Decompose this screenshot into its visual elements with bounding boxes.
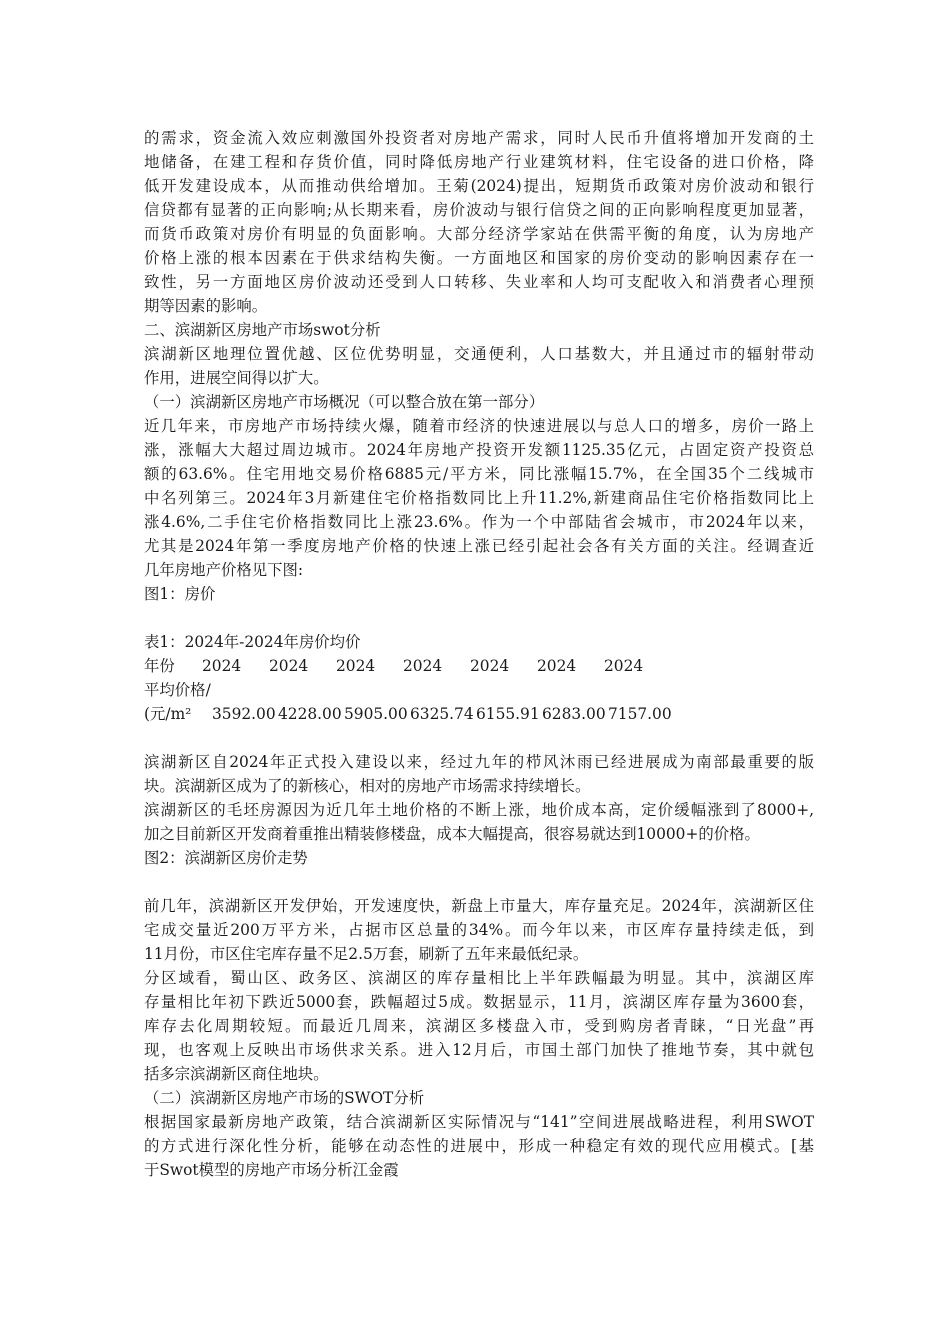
text-line: 的需求，资金流入效应刺激国外投资者对房地产需求，同时人民币升值将增加开发商的土 [144,129,814,147]
table-cell-price: 3592.00 [212,705,276,723]
table-title: 表1：2024年-2024年房价均价 [144,633,361,651]
figure-caption: 图2：滨湖新区房价走势 [144,849,308,867]
text-line: 滨湖新区地理位置优越、区位优势明显，交通便利，人口基数大，并且通过市的辐射带动 [144,345,814,363]
paragraph-intro [144,126,814,318]
table-cell-price: 5905.00 [344,705,408,723]
text-line: 信贷都有显著的正向影响;从长期来看，房价波动与银行信贷之间的正向影响程度更加显著， [144,201,814,219]
text-line: 额的63.6%。住宅用地交易价格6885元/平方米，同比涨幅15.7%，在全国35个二线城市 [144,465,814,483]
figure-caption: 图1：房价 [144,585,216,603]
text-line: 尤其是2024年第一季度房地产价格的快速上涨已经引起社会各有关方面的关注。经调查近 [144,537,814,555]
subsection-heading: （二）滨湖新区房地产市场的SWOT分析 [144,1089,425,1107]
paragraph-binhu-development [144,750,814,846]
text-line: 地储备，在建工程和存货价值，同时降低房地产行业建筑材料，住宅设备的进口价格，降 [144,153,814,171]
table-cell-price: 6283.00 [542,705,606,723]
table-row-years [144,654,814,678]
text-line: 块。滨湖新区成为了的新核心，相对的房地产市场需求持续增长。 [144,777,591,795]
text-line: 滨湖新区自2024年正式投入建设以来，经过九年的栉风沐雨已经进展成为南部最重要的版 [144,753,814,771]
text-line: 前几年，滨湖新区开发伊始，开发速度快，新盘上市量大，库存量充足。2024年，滨湖新区住 [144,897,814,915]
table-cell-year: 2024 [336,657,376,675]
price-table [144,654,814,726]
text-line: 滨湖新区的毛坯房源因为近几年土地价格的不断上涨，地价成本高，定价缓幅涨到了8000+, [144,801,814,819]
table-cell-year: 2024 [537,657,577,675]
section-heading: 二、滨湖新区房地产市场swot分析 [144,321,381,339]
text-line: 低开发建设成本，从而推动供给增加。王菊(2024)提出，短期货币政策对房价波动和银行 [144,177,814,195]
text-line: 的方式进行深化性分析，能够在动态性的进展中，形成一种稳定有效的现代应用模式。[基 [144,1137,814,1155]
text-line: 涨4.6%,二手住宅价格指数同比上涨23.6%。作为一个中部陆省会城市，市2024年以来， [144,513,814,531]
table-cell-price: 6325.74 [410,705,474,723]
text-line: 宅成交量近200万平方米，占据市区总量的34%。而今年以来，市区库存量持续走低，到 [144,921,814,939]
spacer [144,726,814,750]
text-line: 于Swot模型的房地产市场分析江金霞 [144,1161,399,1179]
paragraph-market-overview [144,414,814,582]
table-cell-price: 7157.00 [608,705,672,723]
text-line: 价格上涨的根本因素在于供求结构失衡。一方面地区和国家的房价变动的影响因素存在一 [144,249,814,267]
text-line: 期等因素的影响。 [144,297,268,315]
table-cell-year: 2024 [403,657,443,675]
table-cell-year: 2024 [269,657,309,675]
text-line: 近几年来，市房地产市场持续火爆，随着市经济的快速进展以与总人口的增多，房价一路上 [144,417,814,435]
table-header-price: 平均价格/ [144,681,211,699]
table-cell-price: 6155.91 [476,705,540,723]
text-line: 致性，另一方面地区房价波动还受到人口转移、失业率和人均可支配收入和消费者心理预 [144,273,814,291]
text-line: 括多宗滨湖新区商住地块。 [144,1065,329,1083]
table-header-year: 年份 [144,657,175,675]
text-line: 涨，涨幅大大超过周边城市。2024年房地产投资开发额1125.35亿元，占固定资产投资总 [144,441,814,459]
paragraph-location [144,342,814,390]
table-cell-year: 2024 [470,657,510,675]
figure-placeholder [144,870,814,894]
table-row-prices [144,702,814,726]
text-line: 库存去化周期较短。而最近几周来，滨湖区多楼盘入市，受到购房者青睐，“日光盘”再 [144,1017,814,1035]
text-line: 中名列第三。2024年3月新建住宅价格指数同比上升11.2%,新建商品住宅价格指数同比上 [144,489,814,507]
table-header-price-unit: (元/m² [144,705,192,723]
table-cell-price: 4228.00 [278,705,342,723]
table-cell-year: 2024 [604,657,644,675]
document-page [144,126,814,1182]
text-line: 分区域看，蜀山区、政务区、滨湖区的库存量相比上半年跌幅最为明显。其中，滨湖区库 [144,969,814,987]
subsection-heading: （一）滨湖新区房地产市场概况（可以整合放在第一部分） [144,393,545,411]
paragraph-inventory [144,894,814,1086]
text-line: 11月份，市区住宅库存量不足2.5万套，刷新了五年来最低纪录。 [144,945,589,963]
text-line: 几年房地产价格见下图: [144,561,304,579]
text-line: 存量相比年初下跌近5000套，跌幅超过5成。数据显示，11月，滨湖区库存量为3600套， [144,993,814,1011]
text-line: 而货币政策对房价有明显的负面影响。大部分经济学家站在供需平衡的角度，认为房地产 [144,225,814,243]
paragraph-swot [144,1110,814,1182]
table-cell-year: 2024 [202,657,242,675]
text-line: 加之目前新区开发商着重推出精装修楼盘，成本大幅提高，很容易就达到10000+的价格。 [144,825,760,843]
figure-placeholder [144,606,814,630]
text-line: 作用，进展空间得以扩大。 [144,369,329,387]
text-line: 根据国家最新房地产政策，结合滨湖新区实际情况与“141”空间进展战略进程，利用SWOT [144,1113,814,1131]
text-line: 现，也客观上反映出市场供求关系。进入12月后，市国土部门加快了推地节奏，其中就包 [144,1041,814,1059]
